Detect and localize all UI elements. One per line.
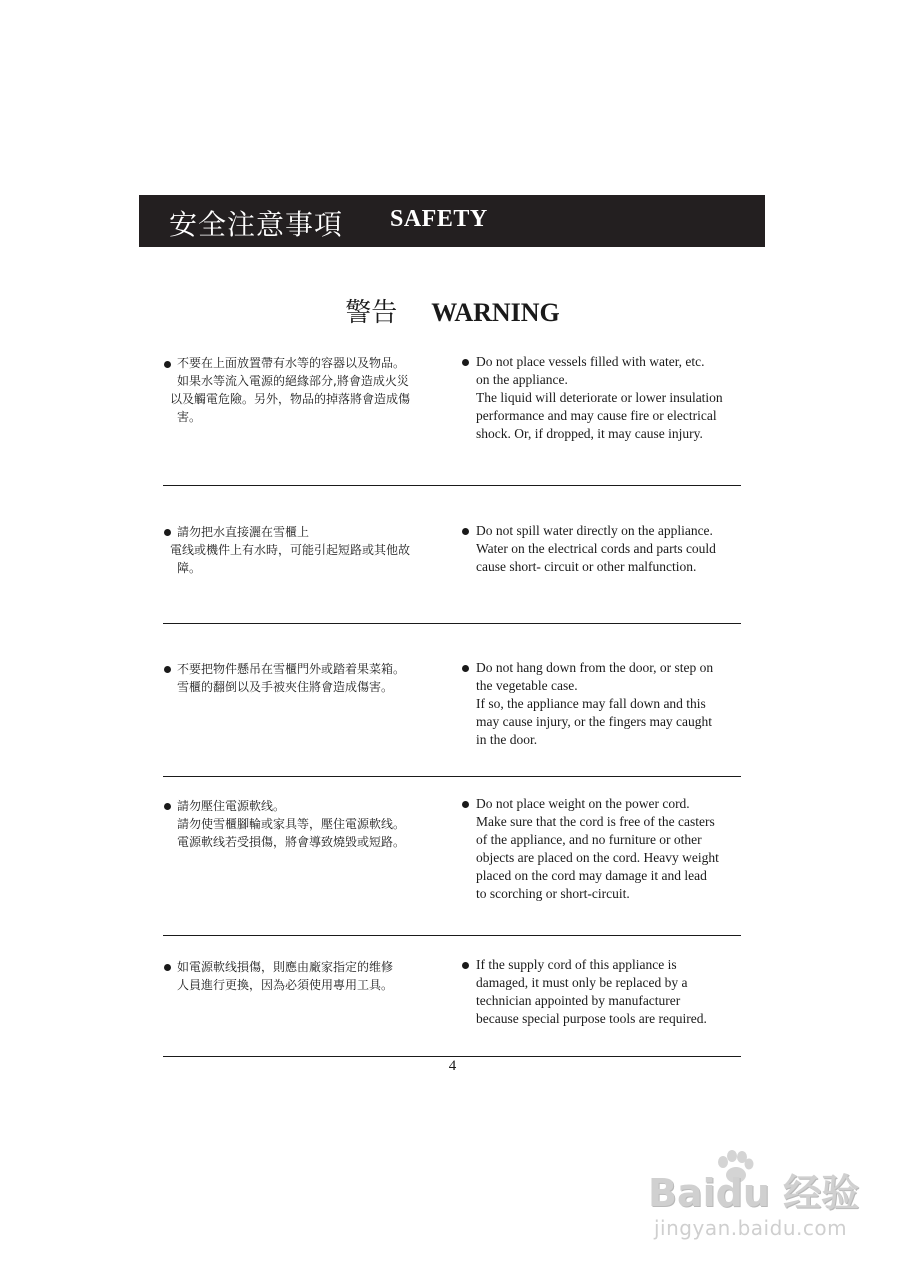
header-title-en: SAFETY — [390, 206, 488, 232]
text-line: Water on the electrical cords and parts could — [476, 541, 716, 556]
text-line: Do not place weight on the power cord. — [476, 796, 690, 811]
text-line: If the supply cord of this appliance is — [476, 957, 677, 972]
text-line: objects are placed on the cord. Heavy weight — [476, 850, 719, 865]
warning-item-4-zh — [162, 797, 442, 851]
divider — [163, 935, 741, 936]
text-line: because special purpose tools are required. — [476, 1011, 707, 1026]
text-line: 請勿壓住電源軟线。 — [177, 799, 286, 813]
text-line: 不要把物件懸吊在雪櫃門外或踏着果菜箱。 — [177, 662, 406, 676]
text-line: 以及觸電危險。另外，物品的掉落將會造成傷 — [170, 392, 411, 406]
text-line: technician appointed by manufacturer — [476, 993, 681, 1008]
text-line: 雪櫃的翻倒以及手被夾住將會造成傷害。 — [177, 680, 394, 694]
text-line: 不要在上面放置帶有水等的容器以及物品。 — [177, 356, 406, 370]
warning-item-2-en — [461, 522, 741, 576]
warning-item-3-en — [461, 659, 741, 749]
text-line: performance and may cause fire or electrical — [476, 408, 717, 423]
page-number: 4 — [448, 1058, 457, 1074]
text-line: on the appliance. — [476, 372, 568, 387]
text-line: to scorching or short-circuit. — [476, 886, 630, 901]
watermark-brand: Baidu 经验 — [648, 1171, 860, 1215]
text-line: Do not place vessels filled with water, etc. — [476, 354, 705, 369]
text-line: may cause injury, or the fingers may caught — [476, 714, 713, 729]
text-line: 請勿把水直接灑在雪櫃上 — [177, 525, 310, 539]
text-line: shock. Or, if dropped, it may cause injury. — [476, 426, 703, 441]
divider — [163, 1056, 741, 1057]
section-header — [139, 195, 765, 247]
text-line: 請勿使雪櫃腳輪或家具等，壓住電源軟线。 — [177, 817, 406, 831]
warning-item-3-zh — [162, 660, 442, 696]
warning-heading — [0, 292, 905, 329]
text-line: Do not hang down from the door, or step on — [476, 660, 714, 675]
warning-title-en: WARNING — [431, 298, 560, 327]
text-line: damaged, it must only be replaced by a — [476, 975, 688, 990]
warning-item-5-en — [461, 956, 741, 1028]
divider — [163, 623, 741, 624]
text-line: 如電源軟线損傷，則應由廠家指定的维修 — [177, 960, 394, 974]
text-line: 障。 — [177, 561, 202, 575]
text-line: placed on the cord may damage it and lead — [476, 868, 707, 883]
text-line: Do not spill water directly on the appliance. — [476, 523, 713, 538]
text-line: 人員進行更換，因為必須使用專用工具。 — [177, 978, 394, 992]
text-line: of the appliance, and no furniture or other — [476, 832, 702, 847]
text-line: in the door. — [476, 732, 538, 747]
text-line: The liquid will deteriorate or lower insulation — [476, 390, 723, 405]
warning-item-1-zh — [162, 354, 442, 426]
warning-item-1-en — [461, 353, 741, 443]
text-line: the vegetable case. — [476, 678, 578, 693]
warning-item-2-zh — [162, 523, 442, 577]
text-line: 如果水等流入電源的絕緣部分,將會造成火災 — [177, 374, 409, 388]
watermark — [640, 1150, 860, 1260]
text-line: Make sure that the cord is free of the casters — [476, 814, 715, 829]
warning-title-zh: 警告 — [345, 298, 398, 328]
divider — [163, 485, 741, 486]
text-line: If so, the appliance may fall down and this — [476, 696, 706, 711]
warning-item-5-zh — [162, 958, 442, 994]
text-line: 電线或機件上有水時，可能引起短路或其他故 — [170, 543, 411, 557]
divider — [163, 776, 741, 777]
warning-item-4-en — [461, 795, 741, 903]
header-title-zh: 安全注意事項 — [169, 208, 344, 241]
watermark-url: jingyan.baidu.com — [654, 1216, 848, 1240]
text-line: 電源軟线若受損傷，將會導致燒毀或短路。 — [177, 835, 406, 849]
text-line: cause short- circuit or other malfunction. — [476, 559, 697, 574]
text-line: 害。 — [177, 410, 202, 424]
